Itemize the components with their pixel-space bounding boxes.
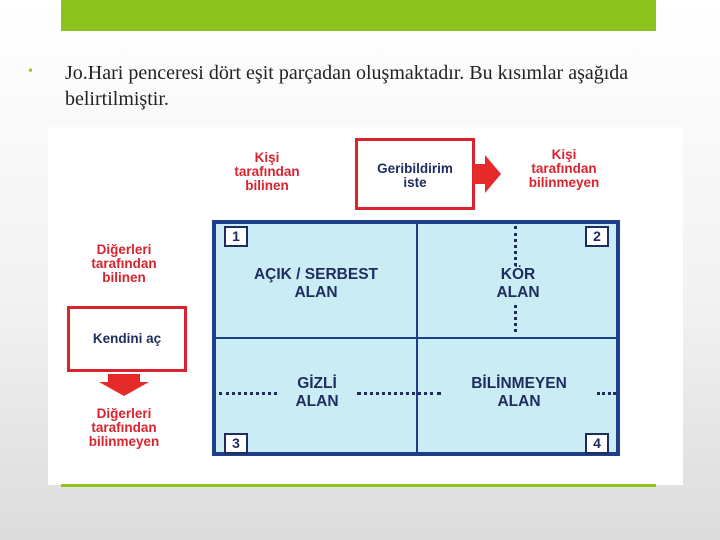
- quadrant-1-title: [218, 266, 414, 302]
- others-known-line-2: tarafından: [91, 256, 157, 271]
- others-known-line-1: Diğerleri: [96, 242, 152, 257]
- right-arrow-icon: [473, 155, 501, 193]
- feedback-line-1: Geribildirim: [377, 161, 453, 176]
- person-known-line-1: Kişi: [254, 150, 280, 165]
- quadrant-1-title-line-2: ALAN: [294, 284, 338, 301]
- quadrant-3-number: 3: [224, 433, 248, 454]
- quadrant-3-title-line-2: ALAN: [295, 393, 339, 410]
- vertical-divider: [416, 224, 418, 452]
- others-unknown-line-1: Diğerleri: [96, 406, 152, 421]
- person-unknown-line-1: Kişi: [551, 147, 577, 162]
- quadrant-1-title-line-1: AÇIK / SERBEST: [253, 266, 378, 283]
- bottom-accent-line: [61, 484, 656, 487]
- down-arrow-icon: [99, 374, 149, 396]
- others-unknown-label: [72, 407, 176, 449]
- open-self-label: Kendini aç: [92, 331, 162, 346]
- quadrant-3-title: [277, 375, 357, 411]
- person-unknown-label: [512, 148, 616, 190]
- quadrant-2-title-line-1: KÖR: [500, 266, 536, 283]
- others-known-label: [72, 243, 176, 285]
- others-known-line-3: bilinen: [102, 270, 146, 285]
- bullet-icon: •: [28, 64, 33, 79]
- quadrant-3-title-line-1: GİZLİ: [297, 375, 337, 392]
- quadrant-1-number: 1: [224, 226, 248, 247]
- bullet-text: Jo.Hari penceresi dört eşit parçadan oluşmaktadır. Bu kısımlar aşağıda belirtilmiştir.: [65, 62, 629, 110]
- person-known-label: [222, 151, 312, 193]
- quadrant-4-title-line-1: BİLİNMEYEN: [471, 375, 567, 392]
- person-unknown-line-2: tarafından: [531, 161, 597, 176]
- quadrant-2-title-line-2: ALAN: [496, 284, 540, 301]
- feedback-label: [358, 162, 472, 190]
- person-known-line-2: tarafından: [234, 164, 300, 179]
- quadrant-4-title-line-2: ALAN: [497, 393, 541, 410]
- quadrant-2-number: 2: [585, 226, 609, 247]
- dotted-line-middle: [357, 392, 441, 395]
- top-accent-bar: [61, 0, 656, 31]
- person-known-line-3: bilinen: [245, 178, 289, 193]
- quadrant-2-title: [468, 266, 568, 302]
- others-unknown-line-3: bilinmeyen: [88, 434, 160, 449]
- dotted-line-left: [219, 392, 277, 395]
- feedback-line-2: iste: [403, 175, 427, 190]
- quadrant-4-number: 4: [585, 433, 609, 454]
- others-unknown-line-2: tarafından: [91, 420, 157, 435]
- person-unknown-line-3: bilinmeyen: [528, 175, 600, 190]
- quadrant-4-title: [441, 375, 597, 411]
- dotted-line-right: [597, 392, 616, 395]
